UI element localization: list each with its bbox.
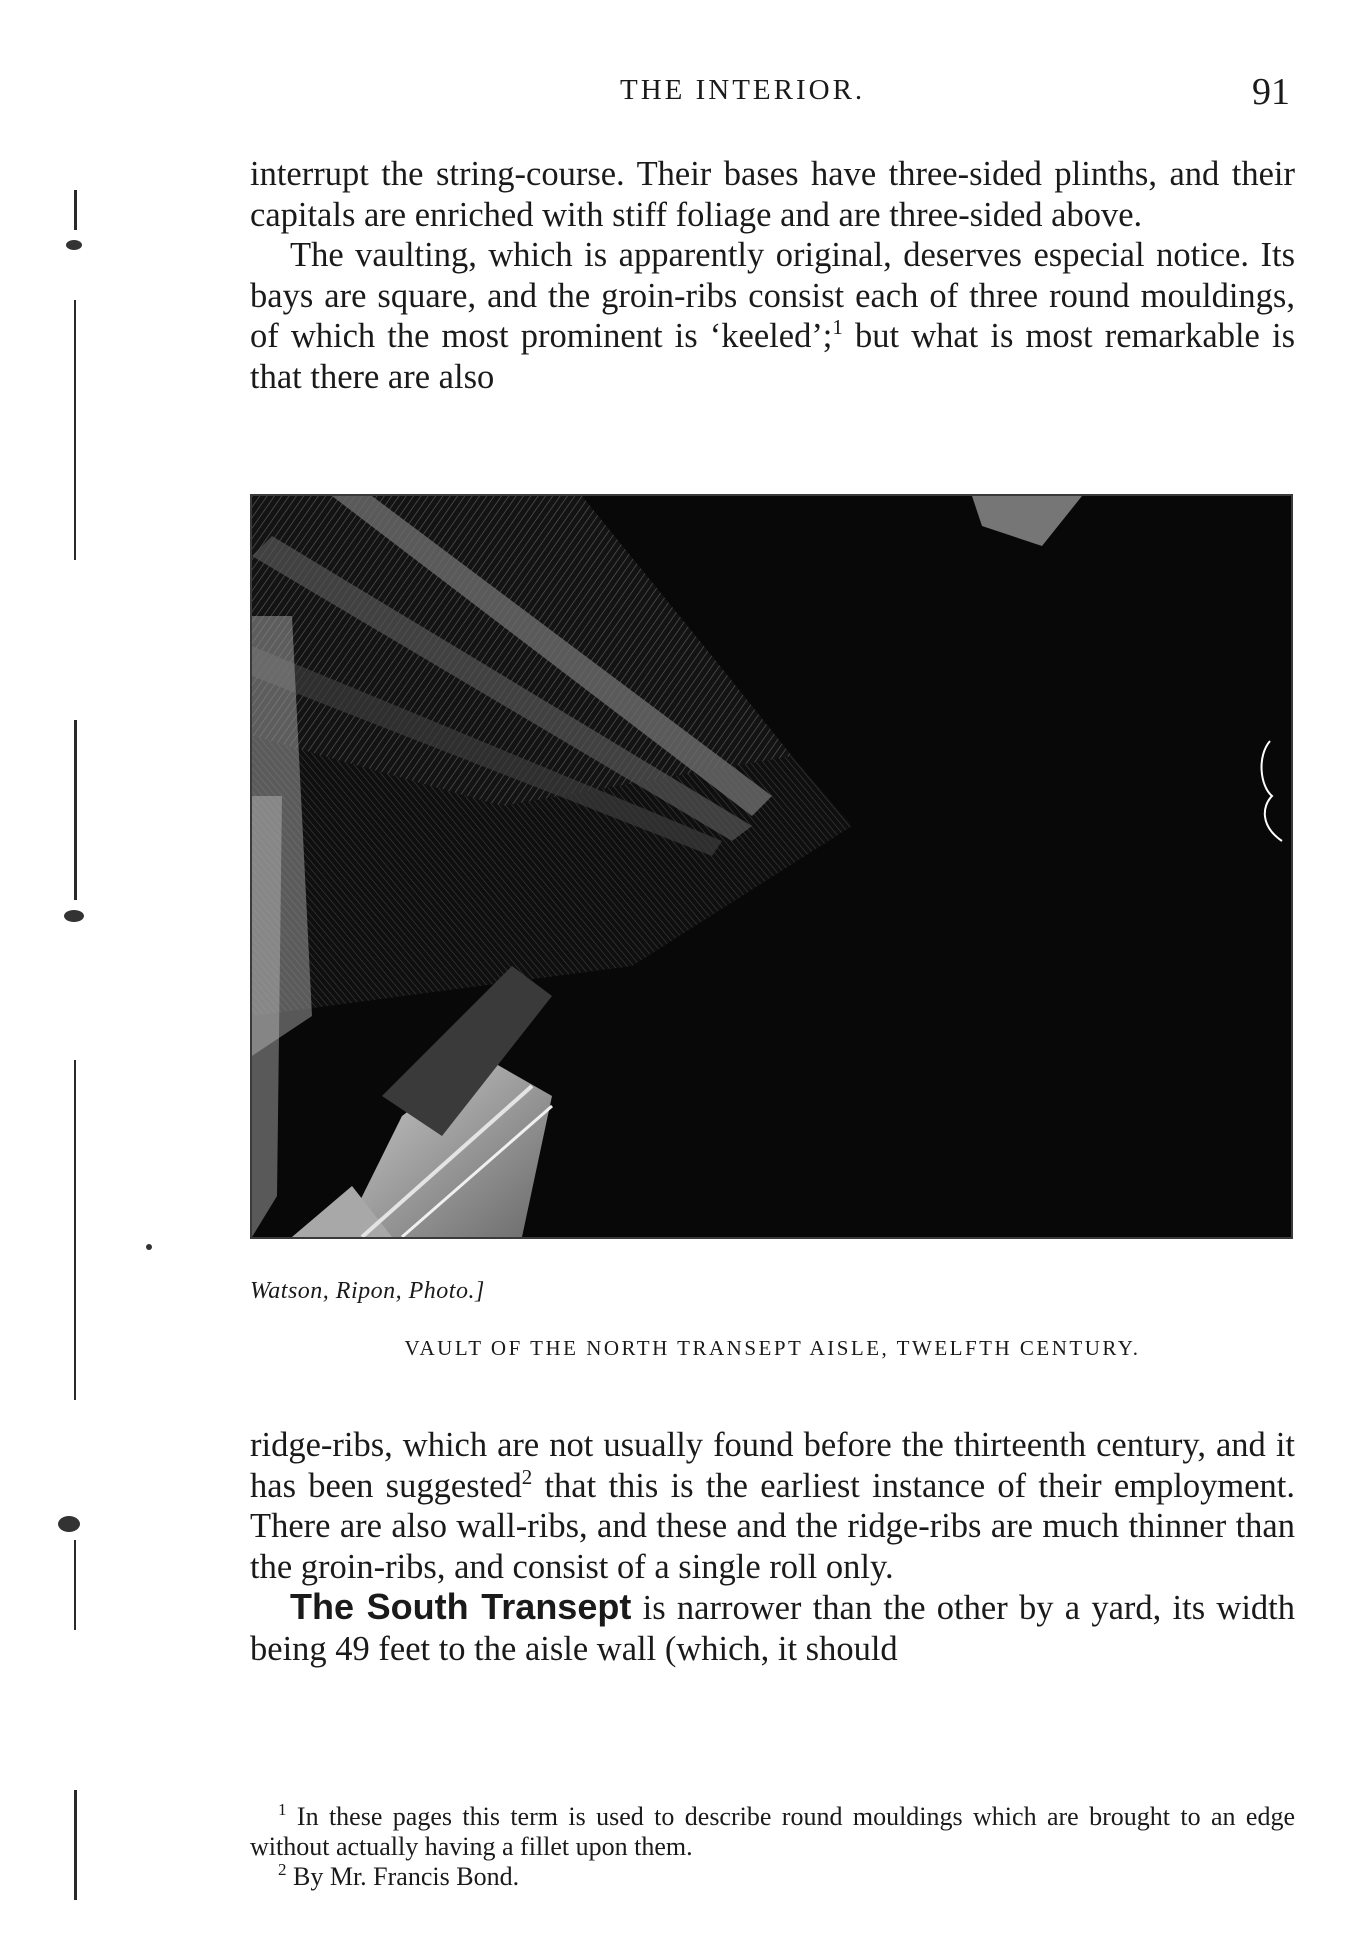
paragraph-text: that this is the earliest instance of their employment. There are also wall-ribs, and these and the ridge-ribs are much thinner than the groin-ribs, and consist of a single roll only. [250,1466,1295,1586]
paragraph [250,1425,1295,1587]
page-number: 91 [1252,71,1290,113]
footnote-text: In these pages this term is used to describe round mouldings which are brought to an edge without actually having a fillet upon them. [250,1802,1295,1861]
footnote-reference: 2 [521,1464,533,1489]
paragraph [250,1587,1295,1669]
photo-credit: Watson, Ripon, Photo.] [250,1278,485,1304]
figure-caption: VAULT OF THE NORTH TRANSEPT AISLE, TWELFTH CENTURY. [404,1336,1141,1360]
binding-edge-mark [74,720,77,900]
binding-edge-mark [64,910,84,922]
paragraph: interrupt the string-course. Their bases have three-sided plinths, and their capitals are enriched with stiff foliage and are three-sided above. [250,155,1295,234]
paragraph-text: but what is most remarkable is that there are also [250,317,1295,396]
running-head [250,71,1290,114]
paragraph-text: ridge-ribs, which are not usually found before the thirteenth century, and it has been suggested [250,1426,1295,1505]
footnote-mark: 2 [278,1860,287,1879]
binding-edge-mark [74,1060,76,1400]
binding-edge-mark [146,1244,152,1250]
footnote [250,1802,1295,1862]
body-text-top [250,154,1295,397]
binding-edge-mark [74,300,76,560]
binding-edge-mark [66,240,82,250]
paragraph-text: The vaulting, which is apparently original, deserves especial notice. Its bays are square, and the groin-ribs consist each of three round mouldings, of which the most prominent is ‘keeled’; [250,236,1295,355]
section-heading: The South Transept [290,1586,632,1627]
footnote-text: By Mr. Francis Bond. [293,1862,520,1891]
running-title: THE INTERIOR. [620,74,866,106]
footnote-mark: 1 [278,1800,287,1819]
binding-edge-mark [58,1516,80,1532]
footnote-reference: 1 [832,315,843,339]
binding-edge-mark [74,1790,77,1900]
body-text-bottom [250,1425,1295,1669]
binding-edge-mark [74,1540,76,1630]
footnotes [250,1802,1295,1892]
paragraph-text: is narrower than the other by a yard, its width being 49 feet to the aisle wall (which, it should [250,1589,1296,1668]
footnote [250,1862,1295,1892]
binding-edge-mark [74,190,77,230]
vault-photo-image [252,496,1291,1237]
vault-photograph [250,494,1293,1239]
paragraph [250,235,1295,397]
